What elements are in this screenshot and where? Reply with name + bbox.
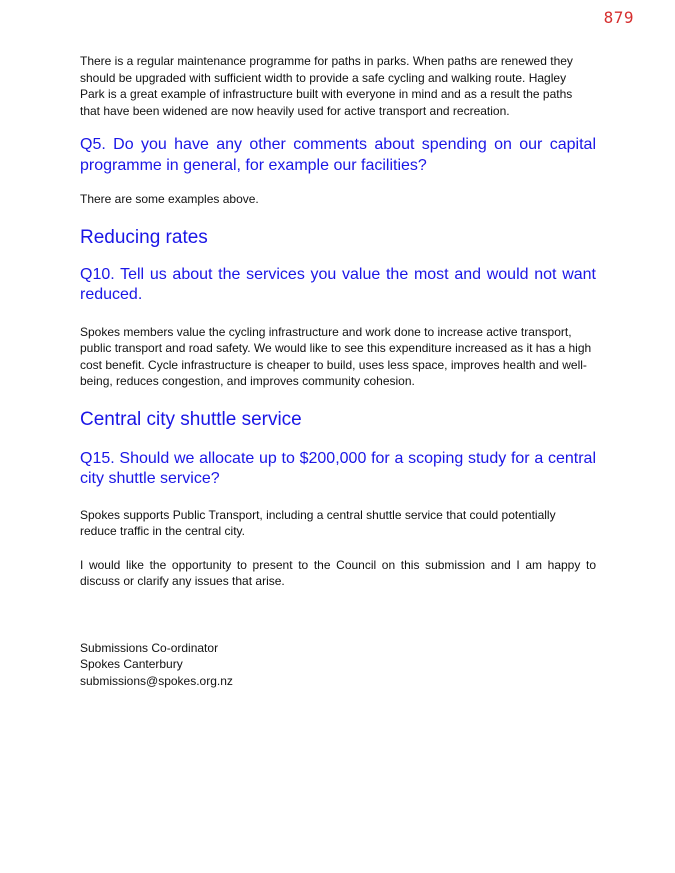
closing-paragraph: I would like the opportunity to present to the Council on this submission and I am happy to discuss or clarify any issues that arise.: [80, 557, 596, 588]
question-q15: Q15. Should we allocate up to $200,000 for a scoping study for a central city shuttle service?: [80, 449, 596, 487]
section-heading-shuttle: Central city shuttle service: [80, 408, 302, 430]
intro-paragraph: There is a regular maintenance programme for paths in parks. When paths are renewed they should be upgraded with sufficient width to provide a safe cycling and walking route. Hagley Park is a great example of infrastructure built with everyone in mind and as a result the paths that have been widened are now heavily used for active transport and recreation.: [80, 54, 573, 118]
q15-answer: Spokes supports Public Transport, including a central shuttle service that could potentially reduce traffic in the central city.: [80, 507, 556, 538]
document-body: [80, 53, 596, 689]
signature-email: submissions@spokes.org.nz: [80, 673, 233, 688]
q10-answer: Spokes members value the cycling infrastructure and work done to increase active transport, public transport and road safety. We would like to see this expenditure increased as it has a high cost benefit. Cycle infrastructure is cheaper to build, uses less space, improves health and well-being, reduces congestion, and improves community cohesion.: [80, 324, 592, 388]
signature-role: Submissions Co-ordinator: [80, 640, 219, 655]
question-q5: Q5. Do you have any other comments about spending on our capital programme in general, for example our facilities?: [80, 136, 596, 174]
section-heading-reducing-rates: Reducing rates: [80, 226, 208, 248]
signature-block: [80, 640, 596, 690]
q5-answer: There are some examples above.: [80, 192, 259, 206]
signature-organisation: Spokes Canterbury: [80, 657, 183, 671]
page-number: 879: [603, 8, 634, 27]
question-q10: Q10. Tell us about the services you value the most and would not want reduced.: [80, 265, 596, 303]
